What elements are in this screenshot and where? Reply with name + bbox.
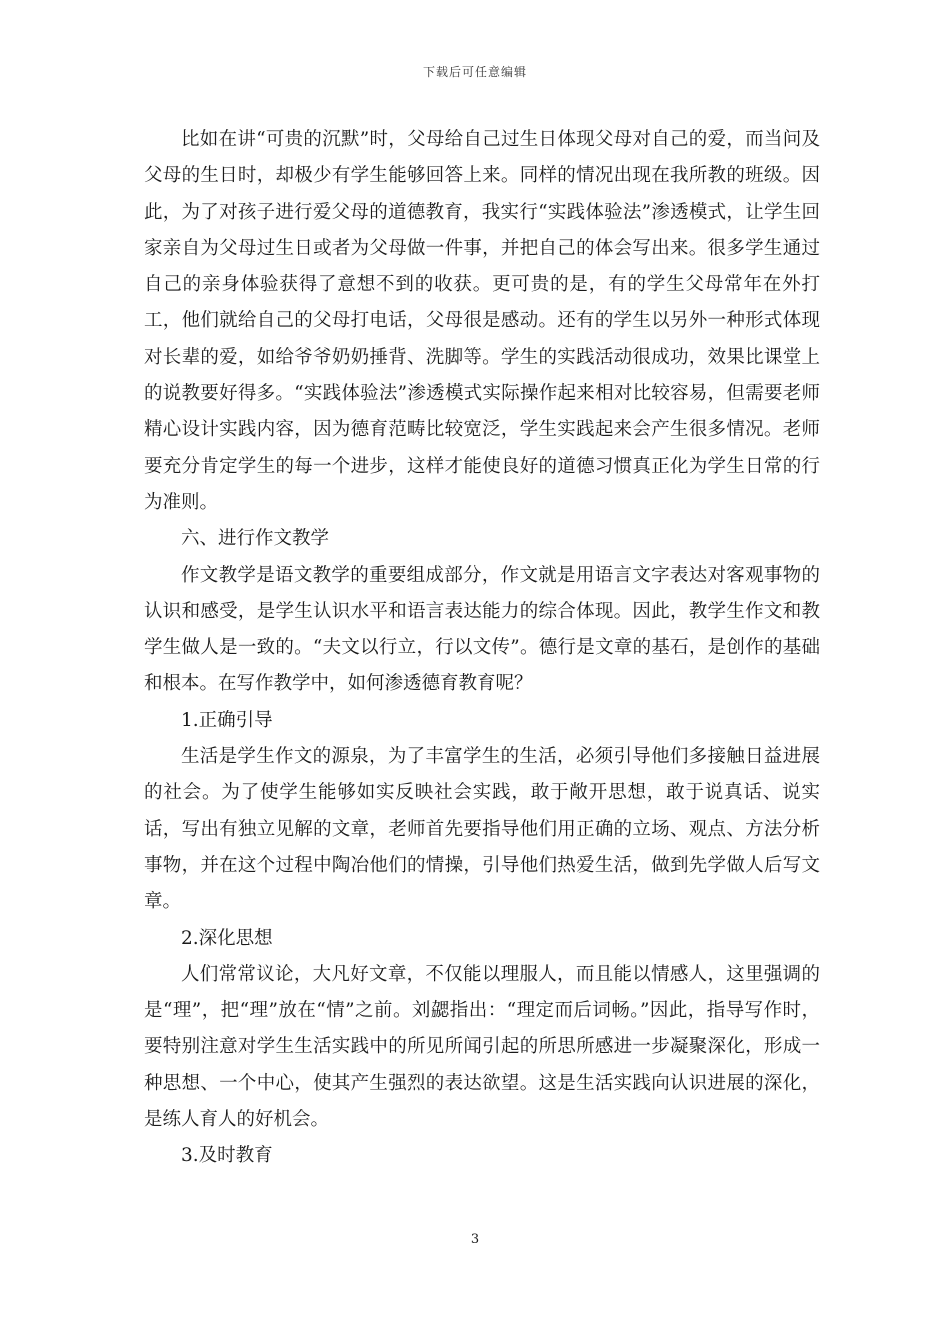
paragraph-practice-method: 比如在讲“可贵的沉默”时，父母给自己过生日体现父母对自己的爱，而当问及父母的生日时，却极少有学生能够回答上来。同样的情况出现在我所教的班级。因此，为了对孩子进行爱父母的道德教育，我实行“实践体验法”渗透模式，让学生回家亲自为父母过生日或者为父母做一件事，并把自己的体会写出来。很多学生通过自己的亲身体验获得了意想不到的收获。更可贵的是，有的学生父母常年在外打工，他们就给自己的父母打电话，父母很是感动。还有的学生以另外一种形式体现对长辈的爱，如给爷爷奶奶捶背、洗脚等。学生的实践活动很成功，效果比课堂上的说教要好得多。“实践体验法”渗透模式实际操作起来相对比较容易，但需要老师精心设计实践内容，因为德育范畴比较宽泛，学生实践起来会产生很多情况。老师要充分肯定学生的每一个进步，这样才能使良好的道德习惯真正化为学生日常的行为准则。 (144, 129, 820, 513)
page-number: 3 (470, 1232, 480, 1247)
paragraph-correct-guidance: 生活是学生作文的源泉，为了丰富学生的生活，必须引导他们多接触日益进展的社会。为了使学生能够如实反映社会实践，敢于敞开思想，敢于说真话、说实话，写出有独立见解的文章，老师首先要指导他们用正确的立场、观点、方法分析事物，并在这个过程中陶冶他们的情操，引导他们热爱生活，做到先学做人后写文章。 (144, 746, 820, 913)
subheading-timely-education: 3.及时教育 (181, 1145, 273, 1167)
document-body (144, 122, 820, 1175)
section-heading-composition: 六、进行作文教学 (181, 528, 330, 550)
subheading-correct-guidance: 1.正确引导 (181, 709, 273, 731)
page-header-note: 下载后可任意编辑 (422, 65, 527, 79)
subheading-deepen-thinking: 2.深化思想 (181, 927, 273, 949)
paragraph-composition-intro: 作文教学是语文教学的重要组成部分，作文就是用语言文字表达对客观事物的认识和感受，是学生认识水平和语言表达能力的综合体现。因此，教学生作文和教学生做人是一致的。“夫文以行立，行以文传”。德行是文章的基石，是创作的基础和根本。在写作教学中，如何渗透德育教育呢？ (144, 564, 820, 695)
paragraph-deepen-thinking: 人们常常议论，大凡好文章，不仅能以理服人，而且能以情感人，这里强调的是“理”，把“理”放在“情”之前。刘勰指出：“理定而后词畅。”因此，指导写作时，要特别注意对学生生活实践中的所见所闻引起的所思所感进一步凝聚深化，形成一种思想、一个中心，使其产生强烈的表达欲望。这是生活实践向认识进展的深化，是练人育人的好机会。 (144, 963, 820, 1131)
